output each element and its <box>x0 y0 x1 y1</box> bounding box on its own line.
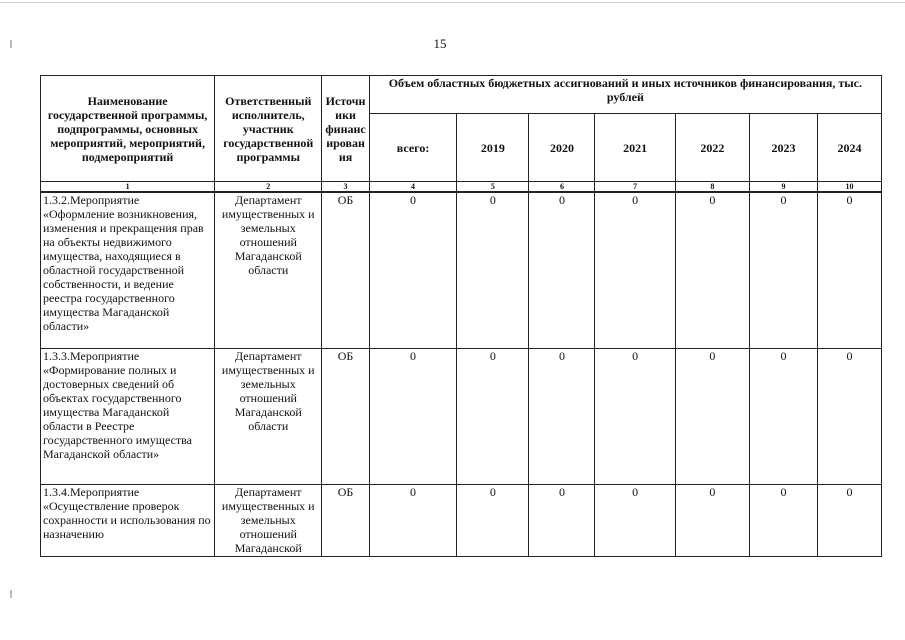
row-value-year: 0 <box>529 484 595 556</box>
column-number: 9 <box>750 182 818 193</box>
row-name: 1.3.4.Мероприятие «Осуществление проверок сохранности и использования по назначению <box>41 484 215 556</box>
row-name: 1.3.3.Мероприятие «Формирование полных и достоверных сведений об объектах государственного имущества Магаданской области в Реестре государственного имущества Магаданской области» <box>41 348 215 484</box>
row-value-year: 0 <box>818 192 882 348</box>
column-number: 1 <box>41 182 215 193</box>
page-number: 15 <box>433 36 447 51</box>
row-source: ОБ <box>322 348 369 484</box>
row-responsible: Департамент имущественных и земельных отношений Магаданской области <box>215 348 322 484</box>
column-number: 4 <box>369 182 457 193</box>
row-value-year: 0 <box>457 348 529 484</box>
row-value-year: 0 <box>529 348 595 484</box>
column-number: 2 <box>215 182 322 193</box>
margin-mark <box>10 40 12 48</box>
row-value-year: 0 <box>675 192 749 348</box>
row-source: ОБ <box>322 192 369 348</box>
row-responsible: Департамент имущественных и земельных отношений Магаданской области <box>215 192 322 348</box>
table-row <box>41 484 882 556</box>
row-value-year: 0 <box>595 348 675 484</box>
header-year: 2019 <box>457 114 529 182</box>
header-name: Наименование государственной программы, подпрограммы, основных мероприятий, мероприятий, подмероприятий <box>41 76 215 182</box>
row-value-year: 0 <box>750 484 818 556</box>
row-value-total: 0 <box>369 192 457 348</box>
row-value-year: 0 <box>818 348 882 484</box>
column-number: 8 <box>675 182 749 193</box>
header-year: 2024 <box>818 114 882 182</box>
top-edge-line <box>0 2 905 3</box>
row-value-year: 0 <box>457 484 529 556</box>
row-value-year: 0 <box>595 192 675 348</box>
row-value-total: 0 <box>369 348 457 484</box>
header-year: 2023 <box>750 114 818 182</box>
column-number: 7 <box>595 182 675 193</box>
row-value-year: 0 <box>529 192 595 348</box>
table-row <box>41 192 882 348</box>
header-year: 2021 <box>595 114 675 182</box>
row-value-total: 0 <box>369 484 457 556</box>
header-source: Источн ики финанс ирован ия <box>322 76 369 182</box>
row-value-year: 0 <box>595 484 675 556</box>
column-number-row <box>41 182 882 193</box>
header-year: 2020 <box>529 114 595 182</box>
row-name: 1.3.2.Мероприятие «Оформление возникновения, изменения и прекращения прав на объекты недвижимого имущества, находящиеся в областной государственной собственности, и ведение реестра государственного имущества Магаданской области» <box>41 192 215 348</box>
column-number: 3 <box>322 182 369 193</box>
margin-mark <box>10 590 12 598</box>
row-value-year: 0 <box>750 192 818 348</box>
header-volume-group: Объем областных бюджетных ассигнований и иных источников финансирования, тыс. рублей <box>369 76 881 114</box>
header-row-top <box>41 76 882 114</box>
row-value-year: 0 <box>457 192 529 348</box>
header-year: 2022 <box>675 114 749 182</box>
row-value-year: 0 <box>750 348 818 484</box>
row-value-year: 0 <box>818 484 882 556</box>
row-responsible: Департамент имущественных и земельных отношений Магаданской <box>215 484 322 556</box>
header-responsible: Ответственный исполнитель, участник государственной программы <box>215 76 322 182</box>
column-number: 6 <box>529 182 595 193</box>
table-row <box>41 348 882 484</box>
header-total: всего: <box>369 114 457 182</box>
column-number: 10 <box>818 182 882 193</box>
row-value-year: 0 <box>675 348 749 484</box>
budget-table <box>40 75 882 557</box>
row-source: ОБ <box>322 484 369 556</box>
column-number: 5 <box>457 182 529 193</box>
row-value-year: 0 <box>675 484 749 556</box>
